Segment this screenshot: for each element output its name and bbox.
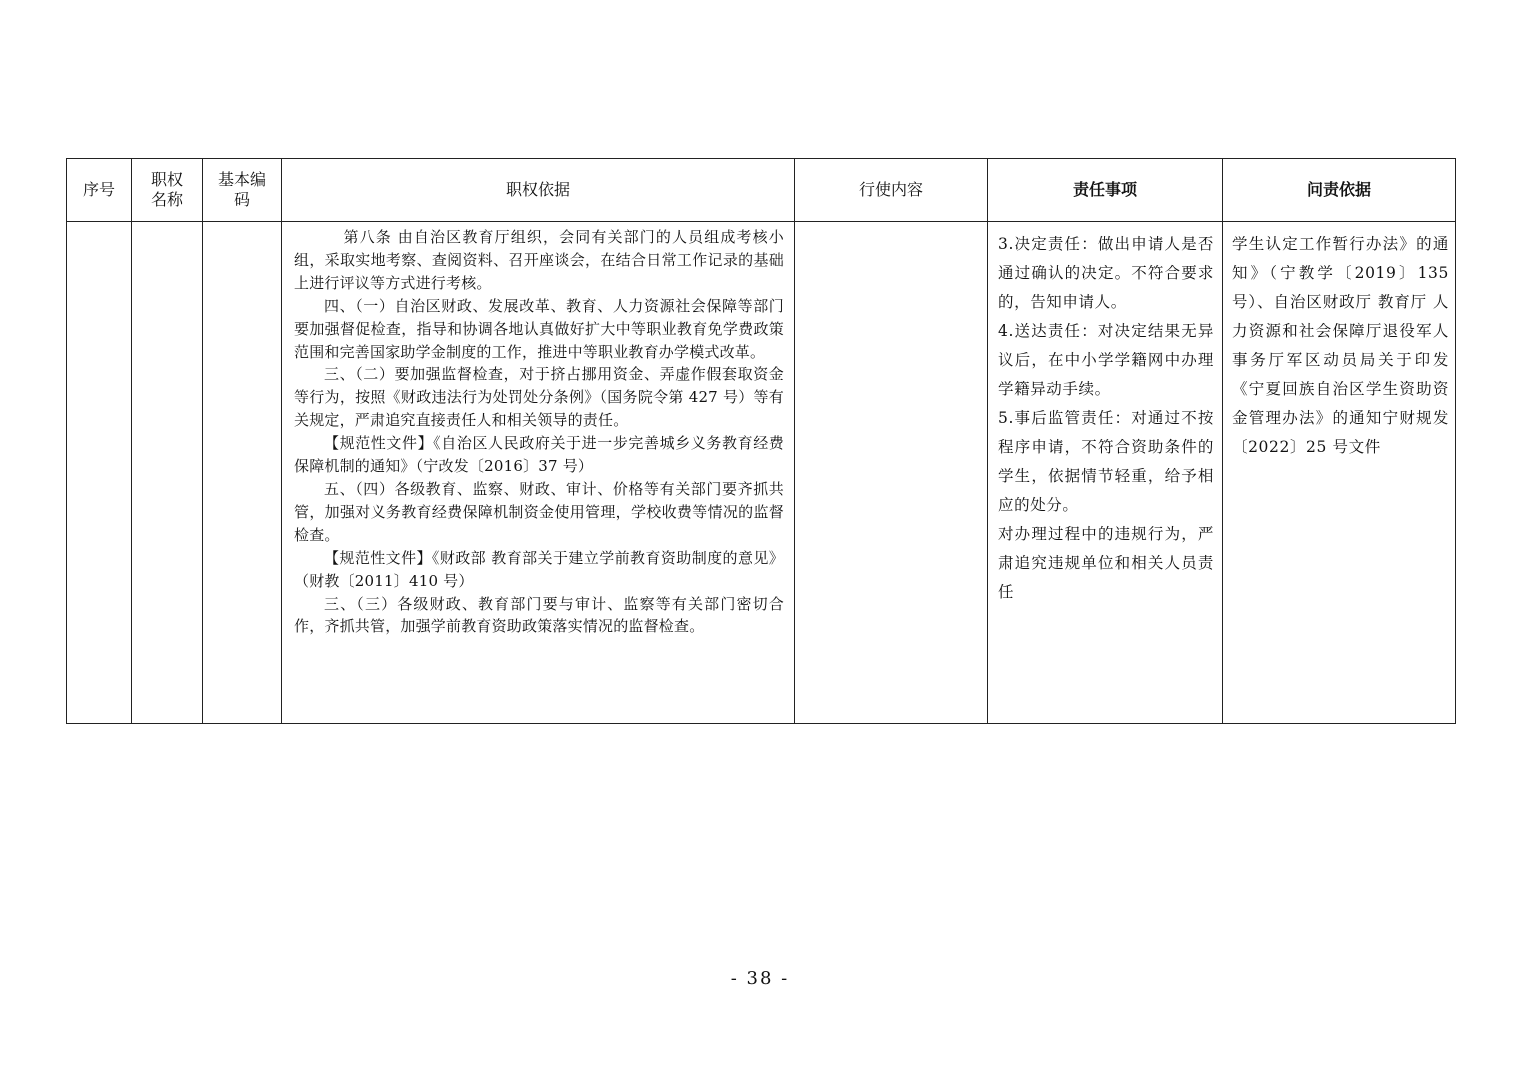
header-exercise-content: 行使内容 [795,159,988,222]
responsibility-item: 对办理过程中的违规行为，严肃追究违规单位和相关人员责任 [998,525,1214,601]
basis-paragraph: 【规范性文件】《财政部 教育部关于建立学前教育资助制度的意见》（财教〔2011〕410 号） [294,548,784,590]
table-row [67,222,1456,724]
header-responsibility: 责任事项 [988,159,1223,222]
basis-paragraph: 第八条 由自治区教育厅组织，会同有关部门的人员组成考核小组，采取实地考察、查阅资料、召开座谈会，在结合日常工作记录的基础上进行评议等方式进行考核。 [294,228,784,292]
responsibility-item: 4.送达责任：对决定结果无异议后，在中小学学籍网中办理学籍异动手续。 [998,322,1214,398]
basis-paragraph: 三、（二）要加强监督检查，对于挤占挪用资金、弄虚作假套取资金等行为，按照《财政违法行为处罚处分条例》（国务院令第 427 号）等有关规定，严肃追究直接责任人和相关领导的责任。 [294,365,784,430]
basis-paragraph: 四、（一）自治区财政、发展改革、教育、人力资源社会保障等部门要加强督促检查，指导和协调各地认真做好扩大中等职业教育免学费政策范围和完善国家助学金制度的工作，推进中等职业教育办学模式改革。 [294,296,784,361]
cell-basic-code [203,222,282,724]
responsibility-item: 5.事后监管责任：对通过不按程序申请，不符合资助条件的学生，依据情节轻重，给予相应的处分。 [998,409,1214,514]
responsibility-item: 3.决定责任：做出申请人是否通过确认的决定。不符合要求的，告知申请人。 [998,235,1214,311]
cell-exercise-content [795,222,988,724]
header-basic-code-text: 基本编码 [217,170,266,209]
header-row [67,159,1456,222]
cell-seq [67,222,132,724]
cell-power-name [132,222,203,724]
basis-paragraph: 五、（四）各级教育、监察、财政、审计、价格等有关部门要齐抓共管，加强对义务教育经费保障机制资金使用管理，学校收费等情况的监督检查。 [294,479,784,544]
basis-paragraph: 【规范性文件】《自治区人民政府关于进一步完善城乡义务教育经费保障机制的通知》（宁改发〔2016〕37 号） [294,434,784,476]
accountability-text: 学生认定工作暂行办法》的通知》（宁教学〔2019〕135 号）、自治区财政厅 教育厅 人力资源和社会保障厅退役军人事务厅军区动员局关于印发《宁夏回族自治区学生资助资金管理办法》的通知宁财规发〔2022〕25 号文件 [1232,235,1449,456]
responsibility-table [66,158,1456,724]
header-power-name [132,159,203,222]
cell-responsibility [988,222,1223,724]
page-number: - 38 - [730,968,790,989]
basis-paragraph: 三、（三）各级财政、教育部门要与审计、监察等有关部门密切合作，齐抓共管，加强学前教育资助政策落实情况的监督检查。 [294,594,784,636]
header-power-name-text: 职权名称 [150,170,183,209]
header-accountability-basis: 问责依据 [1223,159,1456,222]
header-seq: 序号 [67,159,132,222]
cell-accountability-basis [1223,222,1456,724]
header-power-basis: 职权依据 [282,159,795,222]
cell-power-basis [282,222,795,724]
header-basic-code [203,159,282,222]
